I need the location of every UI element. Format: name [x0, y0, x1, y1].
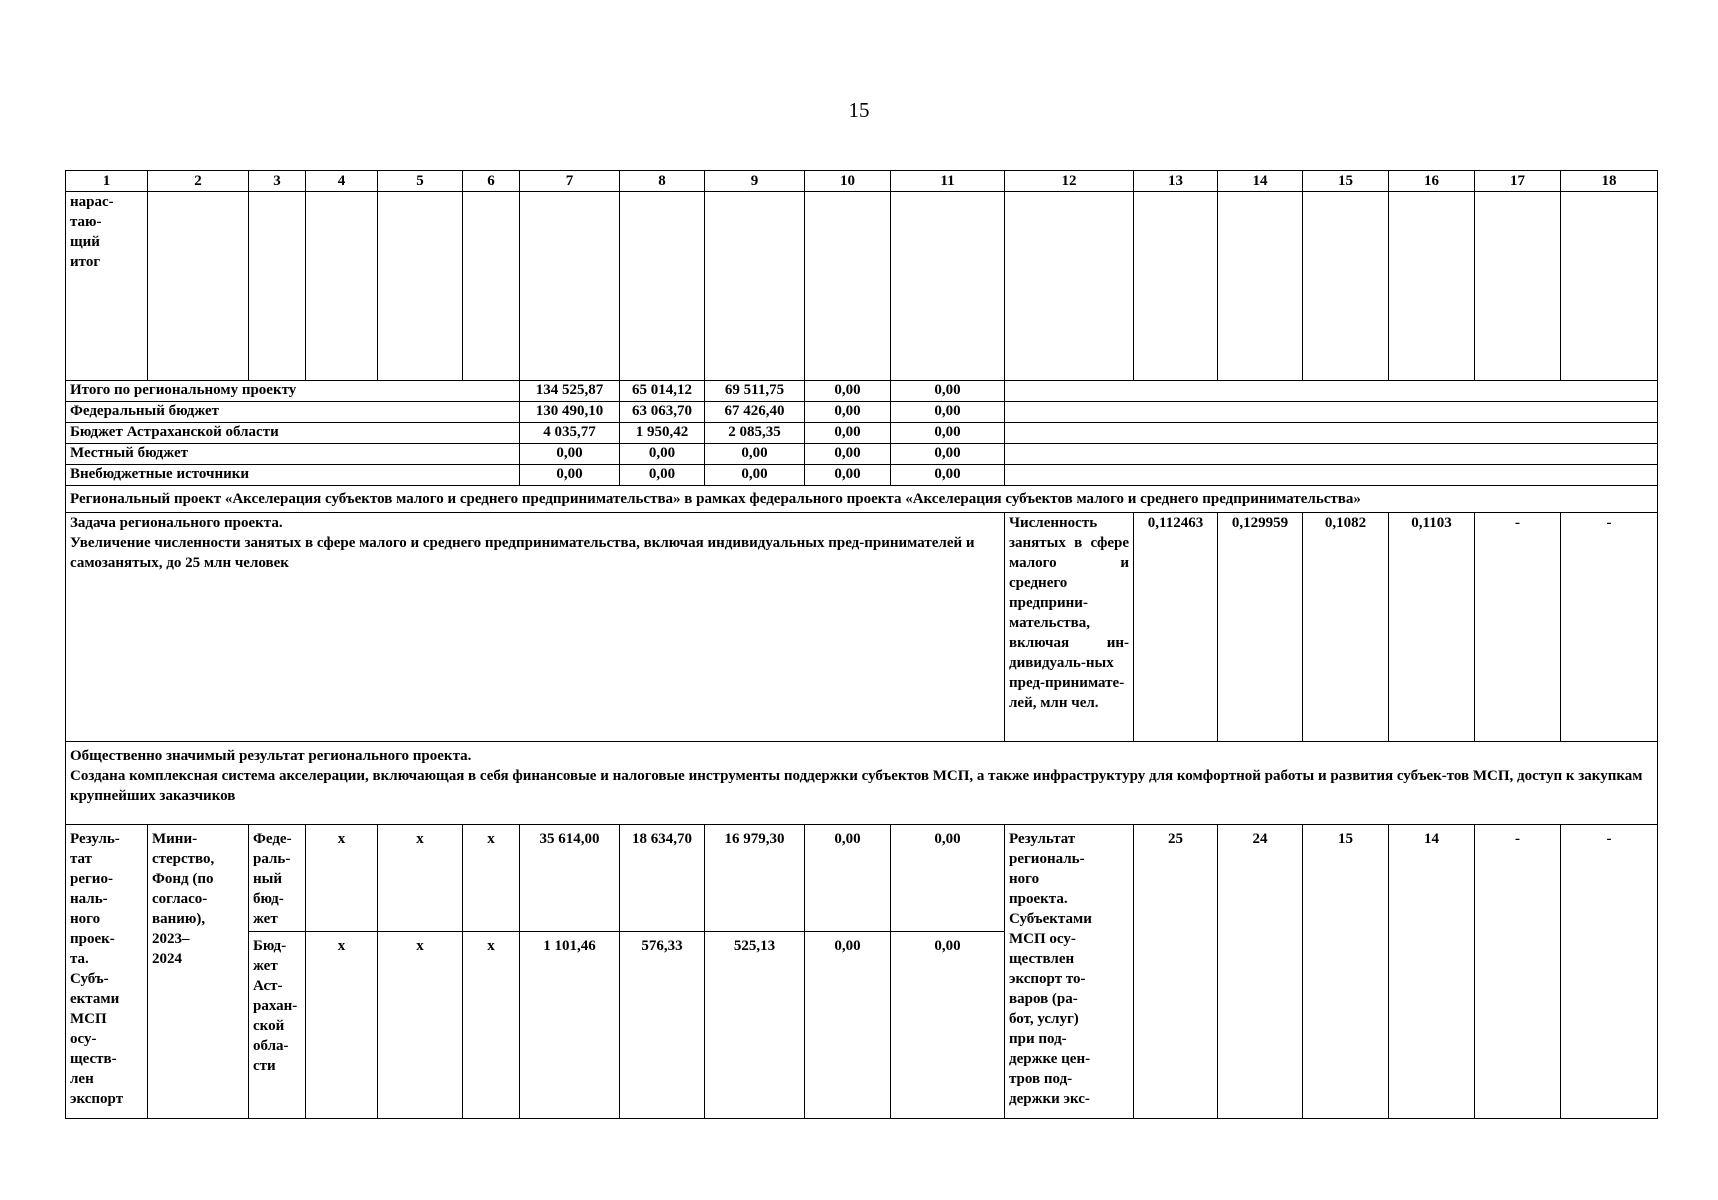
empty-cell — [1005, 423, 1658, 444]
result-value: 35 614,00 — [520, 825, 620, 932]
column-header: 7 — [520, 171, 620, 192]
result-target: 24 — [1218, 825, 1303, 1119]
total-value: 0,00 — [620, 444, 705, 465]
column-header: 13 — [1134, 171, 1218, 192]
empty-cell — [1005, 465, 1658, 486]
total-value: 0,00 — [891, 444, 1005, 465]
empty-cell — [1005, 381, 1658, 402]
funding-source: Феде- раль- ный бюд- жет — [249, 825, 306, 932]
total-value: 65 014,12 — [620, 381, 705, 402]
result-value: 1 101,46 — [520, 932, 620, 1119]
total-value: 0,00 — [520, 444, 620, 465]
cumulative-row — [66, 192, 1658, 381]
column-header: 16 — [1389, 171, 1475, 192]
result-target: 15 — [1303, 825, 1389, 1119]
task-value: - — [1561, 513, 1658, 742]
column-header: 3 — [249, 171, 306, 192]
result-value: 16 979,30 — [705, 825, 805, 932]
empty-cell — [1005, 402, 1658, 423]
result-target: - — [1561, 825, 1658, 1119]
x-mark: х — [378, 932, 463, 1119]
empty-cell — [1005, 444, 1658, 465]
total-row — [66, 402, 1658, 423]
task-indicator: Численность занятых в сфере малого и среднего предприни-мательства, включая ин-дивидуаль-ных пред-принимате-лей, млн чел. — [1005, 513, 1134, 742]
column-header: 1 — [66, 171, 148, 192]
x-mark: х — [463, 825, 520, 932]
empty-cell — [1389, 192, 1475, 381]
total-value: 63 063,70 — [620, 402, 705, 423]
task-value: 0,1103 — [1389, 513, 1475, 742]
total-value: 0,00 — [705, 465, 805, 486]
column-header: 5 — [378, 171, 463, 192]
empty-cell — [520, 192, 620, 381]
empty-cell — [306, 192, 378, 381]
result-value: 576,33 — [620, 932, 705, 1119]
social-result-text: Общественно значимый результат регионального проекта. Создана комплексная система акселерации, включающая в себя финансовые и налоговые инструменты поддержки субъектов МСП, а также инфраструктуру для комфортной работы и развития субъек-тов МСП, доступ к закупкам крупнейших заказчиков — [66, 742, 1658, 825]
total-value: 1 950,42 — [620, 423, 705, 444]
x-mark: х — [378, 825, 463, 932]
column-header: 4 — [306, 171, 378, 192]
total-row — [66, 423, 1658, 444]
result-value: 0,00 — [805, 932, 891, 1119]
column-header: 9 — [705, 171, 805, 192]
result-value: 18 634,70 — [620, 825, 705, 932]
total-value: 0,00 — [891, 381, 1005, 402]
total-value: 0,00 — [805, 381, 891, 402]
empty-cell — [1561, 192, 1658, 381]
total-label: Внебюджетные источники — [66, 465, 520, 486]
empty-cell — [148, 192, 249, 381]
empty-cell — [1005, 192, 1134, 381]
empty-cell — [1475, 192, 1561, 381]
total-label: Итого по региональному проекту — [66, 381, 520, 402]
total-value: 2 085,35 — [705, 423, 805, 444]
project-title: Региональный проект «Акселерация субъектов малого и среднего предпринимательства» в рамках федерального проекта «Акселерация субъектов малого и среднего предпринимательства» — [66, 486, 1658, 513]
project-title-row — [66, 486, 1658, 513]
total-row — [66, 444, 1658, 465]
column-header: 17 — [1475, 171, 1561, 192]
total-value: 130 490,10 — [520, 402, 620, 423]
result-responsible: Мини- стерство, Фонд (по согласо- ванию), 2023– 2024 — [148, 825, 249, 1119]
column-header: 6 — [463, 171, 520, 192]
total-value: 0,00 — [891, 402, 1005, 423]
task-text: Задача регионального проекта. Увеличение численности занятых в сфере малого и среднего предпринимательства, включая индивидуальных пред-принимателей и самозанятых, до 25 млн человек — [66, 513, 1005, 742]
task-value: 0,112463 — [1134, 513, 1218, 742]
social-result-row — [66, 742, 1658, 825]
column-header: 2 — [148, 171, 249, 192]
empty-cell — [249, 192, 306, 381]
result-row — [66, 825, 1658, 932]
funding-source: Бюд- жет Аст- рахан- ской обла- сти — [249, 932, 306, 1119]
result-name: Резуль- тат регио- наль- ного проек- та. Субъ- ектами МСП осу- ществ- лен экспорт — [66, 825, 148, 1119]
result-value: 0,00 — [891, 825, 1005, 932]
empty-cell — [378, 192, 463, 381]
result-target: 25 — [1134, 825, 1218, 1119]
column-header: 12 — [1005, 171, 1134, 192]
task-value: 0,1082 — [1303, 513, 1389, 742]
empty-cell — [1303, 192, 1389, 381]
result-value: 525,13 — [705, 932, 805, 1119]
empty-cell — [1218, 192, 1303, 381]
empty-cell — [805, 192, 891, 381]
cumulative-label: нарас- таю- щий итог — [66, 192, 148, 381]
total-value: 0,00 — [620, 465, 705, 486]
total-value: 0,00 — [891, 423, 1005, 444]
column-number-row — [66, 171, 1658, 192]
x-mark: х — [306, 825, 378, 932]
total-value: 0,00 — [805, 423, 891, 444]
column-header: 10 — [805, 171, 891, 192]
total-value: 0,00 — [891, 465, 1005, 486]
total-value: 0,00 — [805, 444, 891, 465]
column-header: 14 — [1218, 171, 1303, 192]
total-value: 134 525,87 — [520, 381, 620, 402]
result-indicator: Результат региональ- ного проекта. Субъектами МСП осу- ществлен экспорт то- варов (ра- бот, услуг) при под- держке цен- тров под- держки экс- — [1005, 825, 1134, 1119]
total-value: 67 426,40 — [705, 402, 805, 423]
x-mark: х — [306, 932, 378, 1119]
total-value: 0,00 — [805, 465, 891, 486]
empty-cell — [463, 192, 520, 381]
total-label: Федеральный бюджет — [66, 402, 520, 423]
x-mark: х — [463, 932, 520, 1119]
total-label: Бюджет Астраханской области — [66, 423, 520, 444]
total-row — [66, 381, 1658, 402]
task-row — [66, 513, 1658, 742]
task-value: - — [1475, 513, 1561, 742]
total-label: Местный бюджет — [66, 444, 520, 465]
total-value: 69 511,75 — [705, 381, 805, 402]
total-value: 0,00 — [520, 465, 620, 486]
total-value: 0,00 — [805, 402, 891, 423]
total-value: 4 035,77 — [520, 423, 620, 444]
empty-cell — [1134, 192, 1218, 381]
page-number: 15 — [848, 98, 870, 122]
column-header: 15 — [1303, 171, 1389, 192]
budget-table — [65, 170, 1658, 1119]
empty-cell — [705, 192, 805, 381]
total-value: 0,00 — [705, 444, 805, 465]
column-header: 18 — [1561, 171, 1658, 192]
empty-cell — [891, 192, 1005, 381]
result-target: 14 — [1389, 825, 1475, 1119]
column-header: 11 — [891, 171, 1005, 192]
task-value: 0,129959 — [1218, 513, 1303, 742]
result-value: 0,00 — [805, 825, 891, 932]
column-header: 8 — [620, 171, 705, 192]
total-row — [66, 465, 1658, 486]
empty-cell — [620, 192, 705, 381]
result-value: 0,00 — [891, 932, 1005, 1119]
result-target: - — [1475, 825, 1561, 1119]
